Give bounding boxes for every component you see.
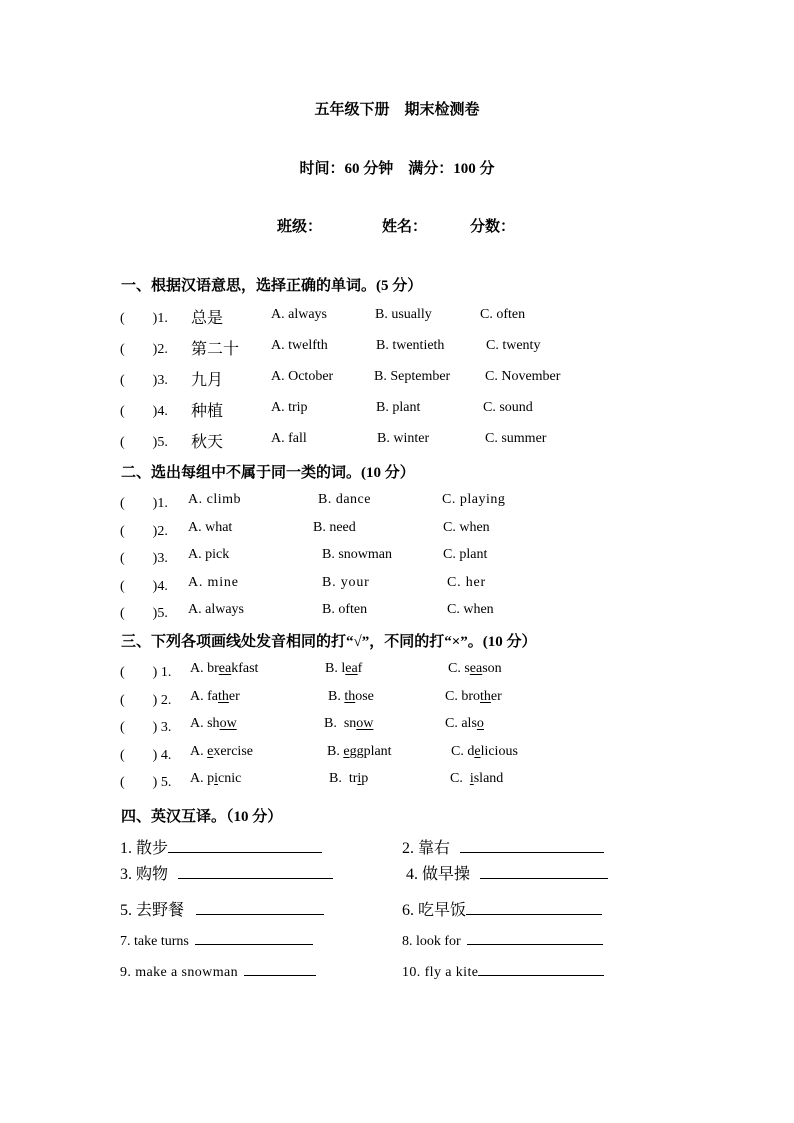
answer-blank[interactable]	[480, 864, 608, 879]
answer-blank[interactable]	[196, 900, 324, 915]
option-b: B. need	[313, 520, 356, 535]
translation-item-10: 10. fly a kite	[402, 961, 604, 981]
translation-item-6: 6. 吃早饭	[402, 897, 602, 920]
option-b: B. winter	[377, 431, 430, 446]
page-title: 五年级下册 期末检测卷	[314, 102, 480, 118]
option-b: B. often	[322, 602, 368, 617]
option-a: A. always	[188, 602, 244, 617]
option-a: A. pick	[188, 547, 230, 562]
question-number: ( )1.	[120, 311, 168, 326]
question-number: ( ) 5.	[120, 775, 172, 790]
translation-item-4: 4. 做早操	[406, 861, 608, 884]
translation-item-7: 7. take turns	[120, 930, 313, 950]
question-number: ( ) 1.	[120, 665, 172, 680]
answer-blank[interactable]	[460, 838, 604, 853]
option-c: C. her	[447, 575, 487, 590]
translation-item-3: 3. 购物	[120, 861, 333, 884]
option-c: C. November	[485, 369, 561, 384]
option-a: A. picnic	[190, 771, 242, 786]
option-c: C. plant	[443, 547, 488, 562]
option-c: C. delicious	[451, 744, 518, 759]
option-c: C. sound	[483, 400, 533, 415]
option-b: B. dance	[318, 492, 371, 507]
class-label: 班级：	[277, 219, 323, 235]
question-number: ( )4.	[120, 404, 168, 419]
translation-item-9: 9. make a snowman	[120, 961, 316, 981]
option-b: B. eggplant	[327, 744, 392, 759]
chinese-word: 总是	[191, 310, 224, 327]
option-a: A. what	[188, 520, 233, 535]
option-a: A. twelfth	[271, 338, 328, 353]
question-number: ( )1.	[120, 496, 168, 511]
option-c: C. when	[443, 520, 490, 535]
option-c: C. often	[480, 307, 526, 322]
option-c: C. twenty	[486, 338, 541, 353]
name-label: 姓名：	[382, 219, 428, 235]
chinese-word: 种植	[191, 403, 224, 420]
option-b: B. your	[322, 575, 370, 590]
option-c: C. also	[445, 716, 484, 731]
option-c: C. when	[447, 602, 494, 617]
option-b: B. trip	[329, 771, 369, 786]
section-2-heading: 二、选出每组中不属于同一类的词。(10 分）	[121, 465, 415, 481]
translation-item-8: 8. look for	[402, 930, 603, 950]
answer-blank[interactable]	[244, 961, 316, 976]
answer-blank[interactable]	[478, 961, 604, 976]
question-number: ( )3.	[120, 551, 168, 566]
answer-blank[interactable]	[168, 838, 322, 853]
option-c: C. summer	[485, 431, 547, 446]
question-number: ( ) 4.	[120, 748, 172, 763]
question-number: ( ) 2.	[120, 693, 172, 708]
chinese-word: 第二十	[191, 341, 240, 358]
option-a: A. always	[271, 307, 327, 322]
translation-item-2: 2. 靠右	[402, 835, 604, 858]
question-number: ( )5.	[120, 606, 168, 621]
option-a: A. show	[190, 716, 237, 731]
chinese-word: 九月	[191, 372, 224, 389]
answer-blank[interactable]	[466, 900, 602, 915]
answer-blank[interactable]	[195, 930, 313, 945]
option-b: B. snow	[324, 716, 374, 731]
option-b: B. snowman	[322, 547, 392, 562]
section-1-heading: 一、根据汉语意思，选择正确的单词。(5 分）	[121, 278, 423, 294]
question-number: ( )2.	[120, 342, 168, 357]
section-4-heading: 四、英汉互译。（10 分）	[121, 809, 283, 825]
option-b: B. those	[328, 689, 374, 704]
time-score-info: 时间：60 分钟 满分：100 分	[299, 161, 495, 177]
chinese-word: 秋天	[191, 434, 224, 451]
option-a: A. October	[271, 369, 334, 384]
option-c: C. brother	[445, 689, 502, 704]
question-number: ( )2.	[120, 524, 168, 539]
answer-blank[interactable]	[178, 864, 333, 879]
option-b: B. leaf	[325, 661, 363, 676]
question-number: ( )4.	[120, 579, 168, 594]
translation-item-5: 5. 去野餐	[120, 897, 324, 920]
option-c: C. island	[450, 771, 504, 786]
score-label: 分数：	[470, 219, 516, 235]
option-a: A. exercise	[190, 744, 253, 759]
question-number: ( ) 3.	[120, 720, 172, 735]
option-c: C. season	[448, 661, 502, 676]
question-number: ( )3.	[120, 373, 168, 388]
option-c: C. playing	[442, 492, 506, 507]
translation-item-1: 1. 散步	[120, 835, 322, 858]
option-b: B. plant	[376, 400, 421, 415]
answer-blank[interactable]	[467, 930, 603, 945]
option-b: B. September	[374, 369, 451, 384]
option-a: A. father	[190, 689, 240, 704]
section-3-heading: 三、下列各项画线处发音相同的打“√”，不同的打“×”。(10 分）	[121, 634, 537, 650]
option-a: A. climb	[188, 492, 241, 507]
option-a: A. breakfast	[190, 661, 259, 676]
option-a: A. trip	[271, 400, 308, 415]
option-a: A. mine	[188, 575, 239, 590]
option-b: B. twentieth	[376, 338, 445, 353]
option-b: B. usually	[375, 307, 432, 322]
option-a: A. fall	[271, 431, 307, 446]
question-number: ( )5.	[120, 435, 168, 450]
